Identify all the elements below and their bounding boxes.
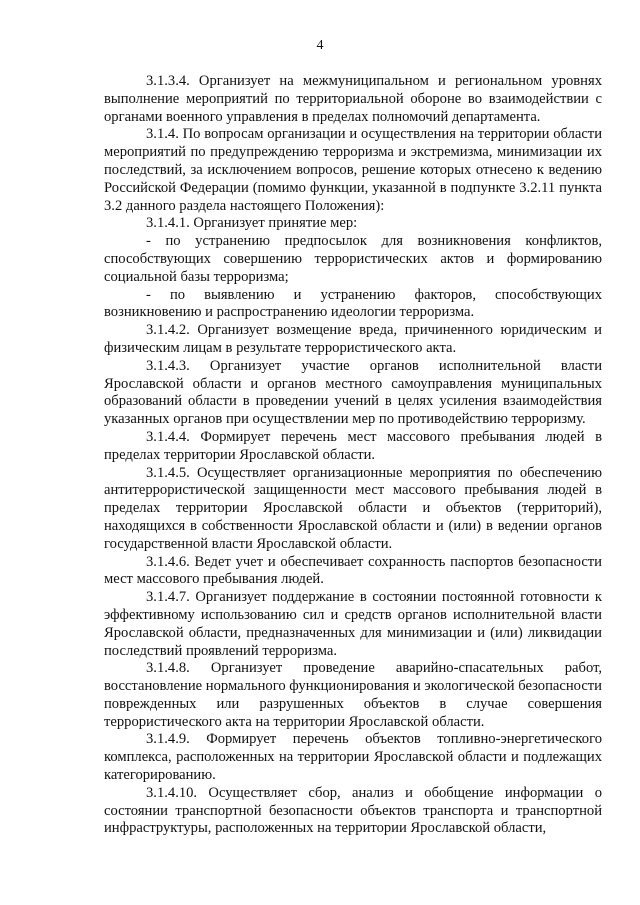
paragraph-3-1-4-4: 3.1.4.4. Формирует перечень мест массового пребывания людей в пределах территории Ярославской области. — [104, 428, 602, 463]
bullet-item-preconditions: - по устранению предпосылок для возникновения конфликтов, способствующих совершению террористических актов и формированию социальной базы терроризма; — [104, 233, 602, 285]
paragraph-3-1-3-4: 3.1.3.4. Организует на межмуниципальном и региональном уровнях выполнение мероприятий по территориальной обороне во взаимодействии с органами военного управления в пределах полномочий департамента. — [104, 73, 602, 125]
paragraph-3-1-4-7: 3.1.4.7. Организует поддержание в состоянии постоянной готовности к эффективному использованию сил и средств органов исполнительной власти Ярославской области, предназначенных для минимизации и (или) ликвидации последствий проявлений терроризма. — [104, 589, 602, 659]
paragraph-3-1-4-1: 3.1.4.1. Организует принятие мер: — [146, 215, 358, 232]
paragraph-3-1-4-8: 3.1.4.8. Организует проведение аварийно-спасательных работ, восстановление нормального функционирования и экологической безопасности поврежденных или разрушенных объектов в случае совершения террористического акта на территории Ярославской области. — [104, 660, 602, 730]
page-number: 4 — [316, 38, 324, 53]
bullet-item-factors: - по выявлению и устранению факторов, способствующих возникновению и распространению идеологии терроризма. — [104, 286, 602, 321]
document-body — [104, 73, 602, 838]
paragraph-3-1-4-6: 3.1.4.6. Ведет учет и обеспечивает сохранность паспортов безопасности мест массового пребывания людей. — [104, 553, 602, 588]
paragraph-3-1-4-5: 3.1.4.5. Осуществляет организационные мероприятия по обеспечению антитеррористической защищенности мест массового пребывания людей в пределах территории Ярославской области и объектов (территорий), находящихся в собственности Ярославской области и (или) в ведении органов государственной власти Ярославской области. — [104, 464, 602, 552]
paragraph-3-1-4-10: 3.1.4.10. Осуществляет сбор, анализ и обобщение информации о состоянии транспортной безопасности объектов транспорта и транспортной инфраструктуры, расположенных на территории Ярославской области, — [104, 784, 602, 837]
paragraph-3-1-4-3: 3.1.4.3. Организует участие органов исполнительной власти Ярославской области и органов местного самоуправления муниципальных образований области в проведении учений в целях усиления взаимодействия указанных органов при осуществлении мер по противодействию терроризму. — [104, 357, 602, 428]
paragraph-3-1-4-2: 3.1.4.2. Организует возмещение вреда, причиненного юридическим и физическим лицам в результате террористического акта. — [104, 322, 602, 356]
paragraph-3-1-4: 3.1.4. По вопросам организации и осуществления на территории области мероприятий по предупреждению терроризма и экстремизма, минимизации их последствий, за исключением вопросов, решение которых отнесено к ведению Российской Федерации (помимо функции, указанной в подпункте 3.2.11 пункта 3.2 данного раздела настоящего Положения): — [104, 126, 602, 214]
paragraph-3-1-4-9: 3.1.4.9. Формирует перечень объектов топливно-энергетического комплекса, расположенных на территории Ярославской области и подлежащих категорированию. — [104, 731, 602, 784]
